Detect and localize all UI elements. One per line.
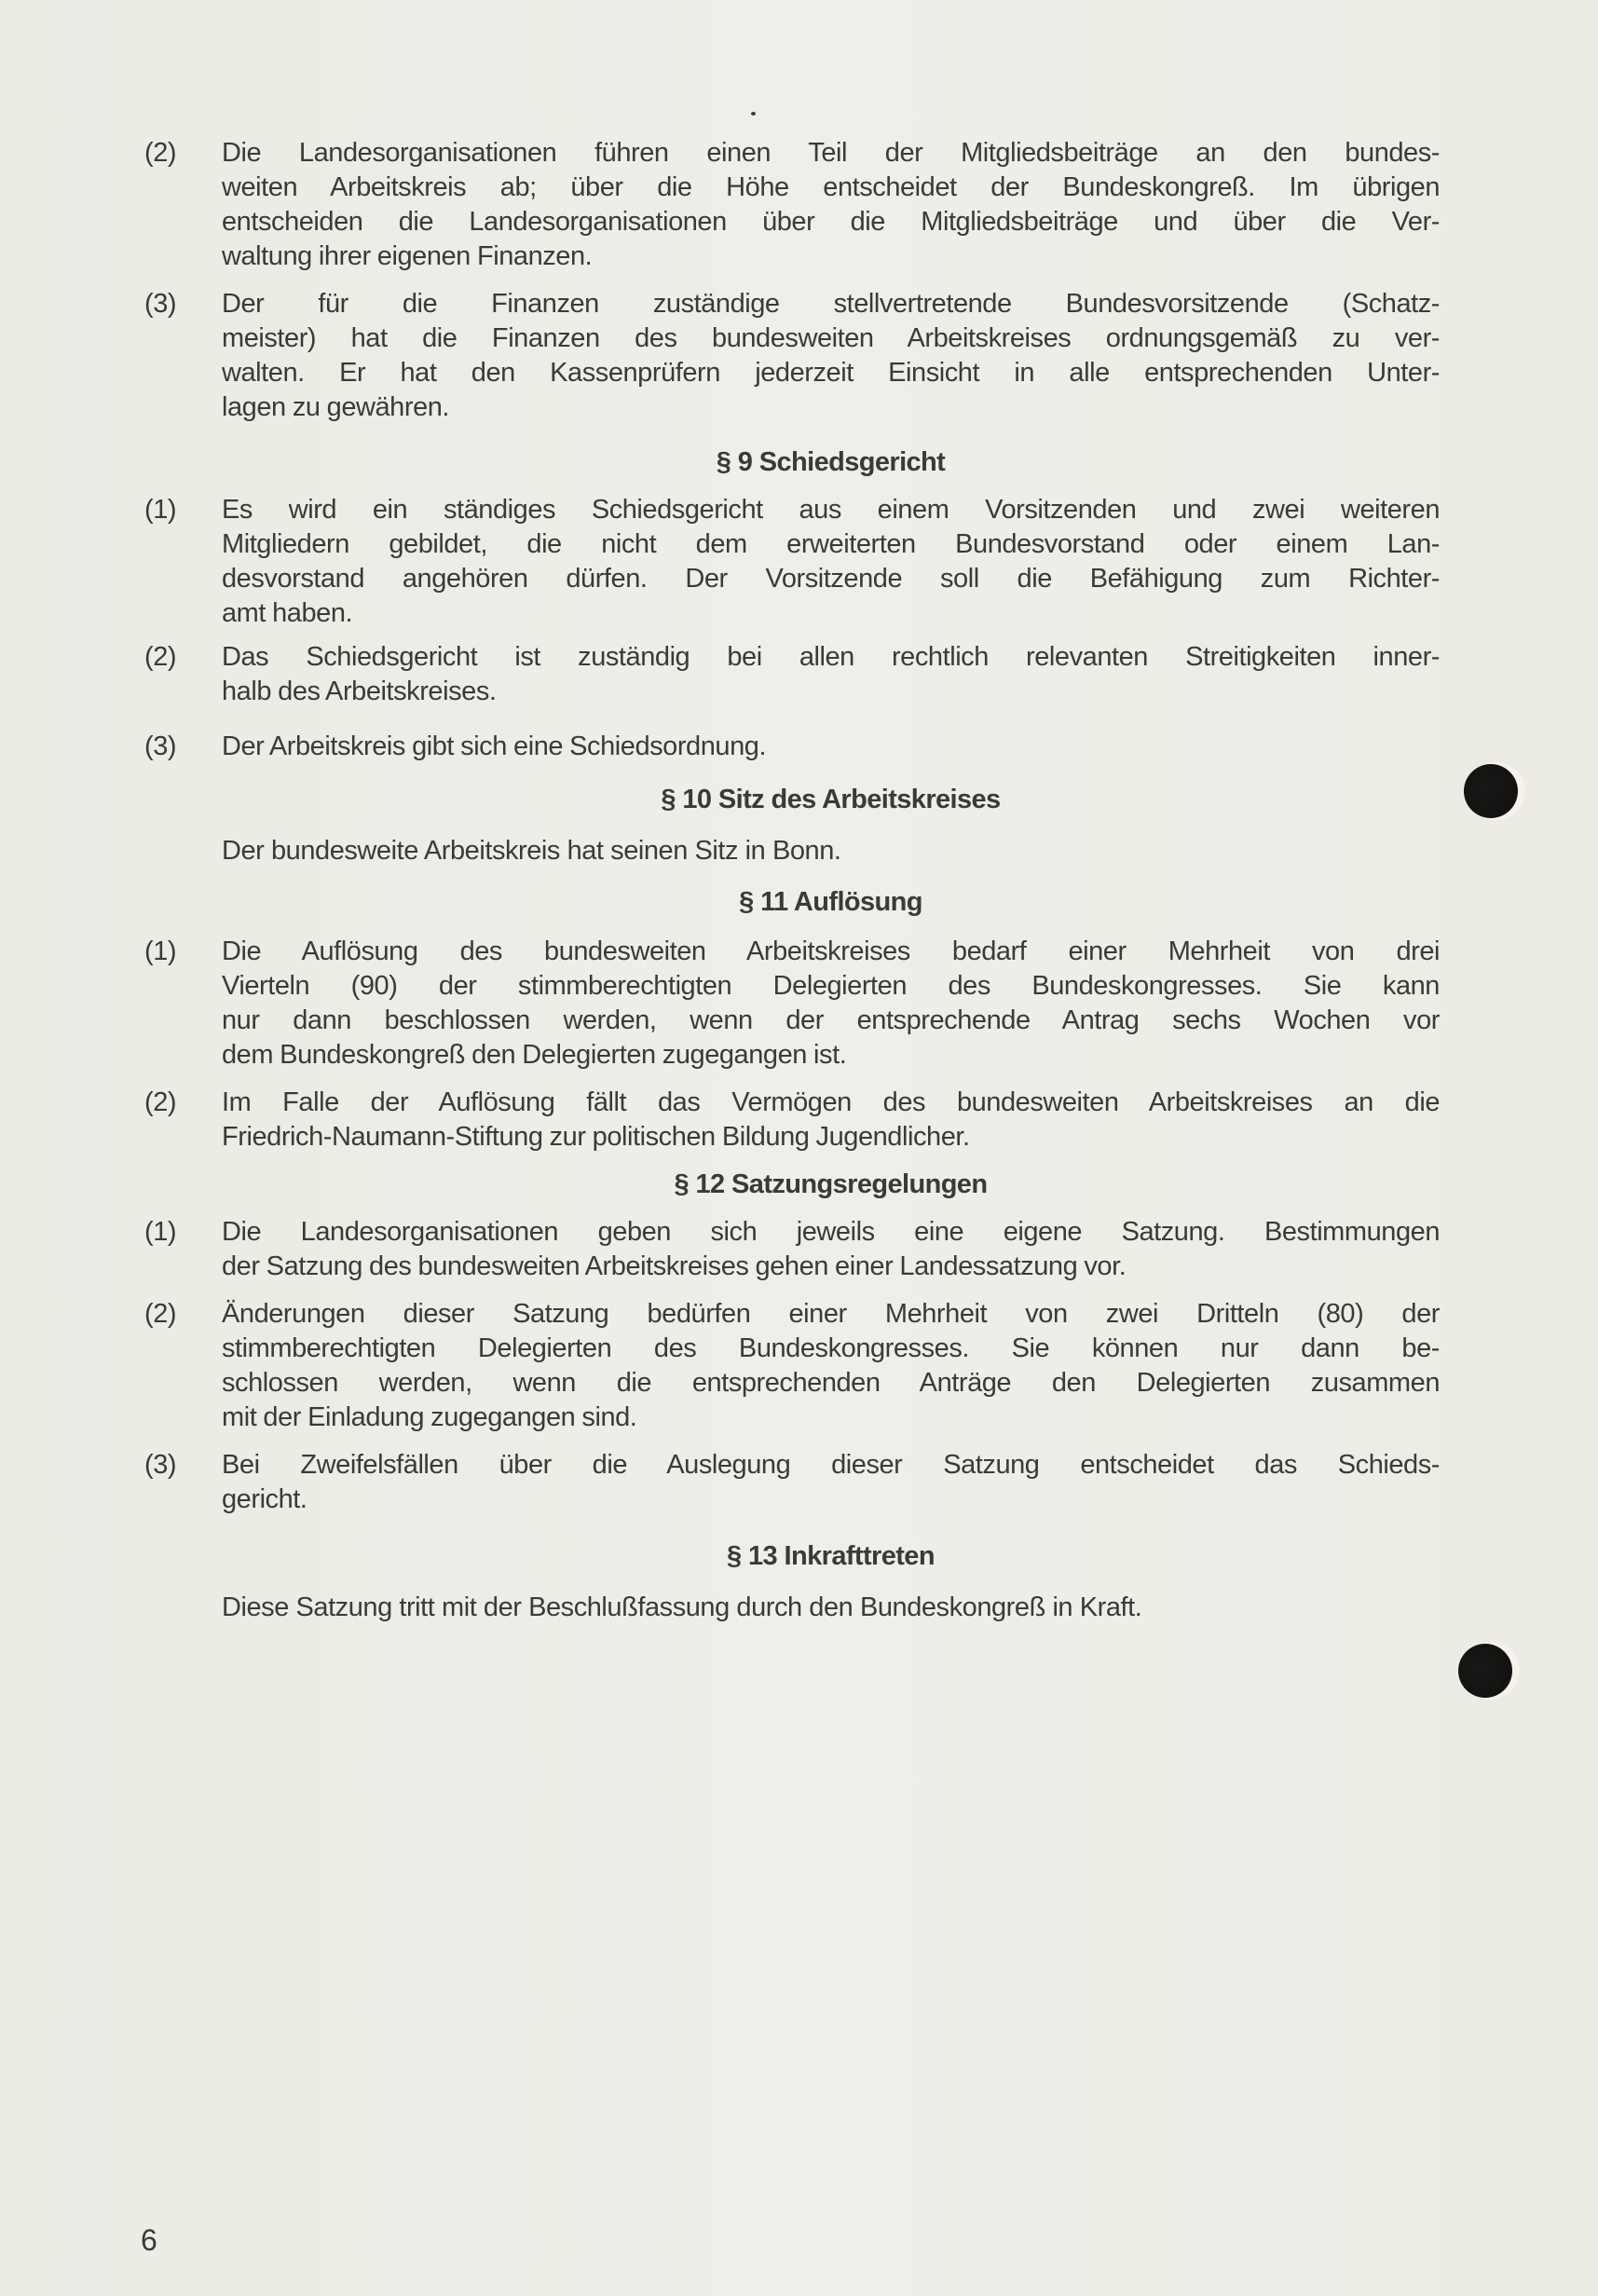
paragraph-number: (3)	[144, 731, 177, 761]
paragraph-8-3	[144, 287, 1440, 425]
paragraph-text	[222, 640, 1440, 709]
paragraph-number: (2)	[144, 1087, 177, 1117]
paragraph-text	[222, 1215, 1440, 1284]
section-heading-13: § 13 Inkrafttreten	[727, 1541, 935, 1571]
text-line: Die Landesorganisationen geben sich jeweils eine eigene Satzung. Bestimmungen	[222, 1217, 1440, 1247]
paragraph-text	[222, 1086, 1440, 1155]
paragraph-text	[222, 1448, 1440, 1517]
text-line: dem Bundeskongreß den Delegierten zugegangen ist.	[222, 1040, 847, 1070]
document-body	[144, 136, 1440, 1625]
paragraph-12-2	[144, 1297, 1440, 1435]
paragraph-number: (2)	[144, 138, 177, 168]
text-line: mit der Einladung zugegangen sind.	[222, 1402, 637, 1432]
text-line: entscheiden die Landesorganisationen über die Mitgliedsbeiträge und über die Ver-	[222, 207, 1440, 237]
paragraph-13: Diese Satzung tritt mit der Beschlußfassung durch den Bundeskongreß in Kraft.	[222, 1592, 1142, 1622]
text-line: halb des Arbeitskreises.	[222, 676, 497, 706]
paragraph-9-3	[144, 730, 1440, 764]
text-line: Das Schiedsgericht ist zuständig bei allen rechtlich relevanten Streitigkeiten inner-	[222, 642, 1440, 672]
text-line: Der für die Finanzen zuständige stellvertretende Bundesvorsitzende (Schatz-	[222, 289, 1440, 319]
section-heading-9: § 9 Schiedsgericht	[716, 447, 946, 477]
paragraph-text	[222, 493, 1440, 631]
paragraph-text	[222, 287, 1440, 425]
paragraph-11-2	[144, 1086, 1440, 1155]
text-line: Vierteln (90) der stimmberechtigten Delegierten des Bundeskongresses. Sie kann	[222, 971, 1440, 1001]
text-line: schlossen werden, wenn die entsprechenden Anträge den Delegierten zusammen	[222, 1368, 1440, 1398]
text-line: walten. Er hat den Kassenprüfern jederzeit Einsicht in alle entsprechenden Unter-	[222, 358, 1440, 388]
paragraph-number: (1)	[144, 495, 177, 525]
text-line: Die Auflösung des bundesweiten Arbeitskreises bedarf einer Mehrheit von drei	[222, 936, 1440, 966]
text-line: Mitgliedern gebildet, die nicht dem erweiterten Bundesvorstand oder einem Lan-	[222, 529, 1440, 559]
paragraph-number: (2)	[144, 642, 177, 672]
text-line: Änderungen dieser Satzung bedürfen einer Mehrheit von zwei Dritteln (80) der	[222, 1299, 1440, 1329]
page-number: 6	[141, 2223, 157, 2257]
text-line: Im Falle der Auflösung fällt das Vermögen des bundesweiten Arbeitskreises an die	[222, 1087, 1440, 1117]
text-line: desvorstand angehören dürfen. Der Vorsitzende soll die Befähigung zum Richter-	[222, 564, 1440, 594]
text-line: Friedrich-Naumann-Stiftung zur politischen Bildung Jugendlicher.	[222, 1122, 970, 1152]
punch-hole	[1458, 1644, 1512, 1698]
paragraph-9-2	[144, 640, 1440, 709]
punch-hole	[1464, 764, 1518, 818]
paragraph-number: (2)	[144, 1299, 177, 1329]
text-line: der Satzung des bundesweiten Arbeitskreises gehen einer Landessatzung vor.	[222, 1251, 1127, 1281]
text-line: waltung ihrer eigenen Finanzen.	[222, 241, 593, 271]
paragraph-text	[222, 136, 1440, 274]
paragraph-12-3	[144, 1448, 1440, 1517]
paragraph-text	[222, 935, 1440, 1073]
text-line: Die Landesorganisationen führen einen Teil der Mitgliedsbeiträge an den bundes-	[222, 138, 1440, 168]
text-line: weiten Arbeitskreis ab; über die Höhe entscheidet der Bundeskongreß. Im übrigen	[222, 172, 1440, 202]
paragraph-9-1	[144, 493, 1440, 631]
section-heading-12: § 12 Satzungsregelungen	[674, 1169, 988, 1199]
speck-mark	[751, 112, 756, 116]
section-heading-11: § 11 Auflösung	[739, 887, 922, 917]
text-line: gericht.	[222, 1484, 307, 1514]
text-line: nur dann beschlossen werden, wenn der entsprechende Antrag sechs Wochen vor	[222, 1005, 1440, 1035]
paragraph-number: (1)	[144, 1217, 177, 1247]
paragraph-text	[222, 1297, 1440, 1435]
paragraph-number: (3)	[144, 1450, 177, 1480]
text-line: Bei Zweifelsfällen über die Auslegung dieser Satzung entscheidet das Schieds-	[222, 1450, 1440, 1480]
text-line: stimmberechtigten Delegierten des Bundeskongresses. Sie können nur dann be-	[222, 1333, 1440, 1363]
paragraph-number: (3)	[144, 289, 177, 319]
paragraph-8-2	[144, 136, 1440, 274]
paragraph-12-1	[144, 1215, 1440, 1284]
paragraph-text: Der Arbeitskreis gibt sich eine Schiedsordnung.	[222, 731, 767, 761]
text-line: meister) hat die Finanzen des bundesweiten Arbeitskreises ordnungsgemäß zu ver-	[222, 323, 1440, 353]
section-heading-10: § 10 Sitz des Arbeitskreises	[661, 785, 1001, 814]
paragraph-10: Der bundesweite Arbeitskreis hat seinen Sitz in Bonn.	[222, 836, 841, 866]
text-line: lagen zu gewähren.	[222, 392, 450, 422]
paragraph-number: (1)	[144, 936, 177, 966]
text-line: amt haben.	[222, 598, 353, 628]
paragraph-11-1	[144, 935, 1440, 1073]
text-line: Es wird ein ständiges Schiedsgericht aus einem Vorsitzenden und zwei weiteren	[222, 495, 1440, 525]
